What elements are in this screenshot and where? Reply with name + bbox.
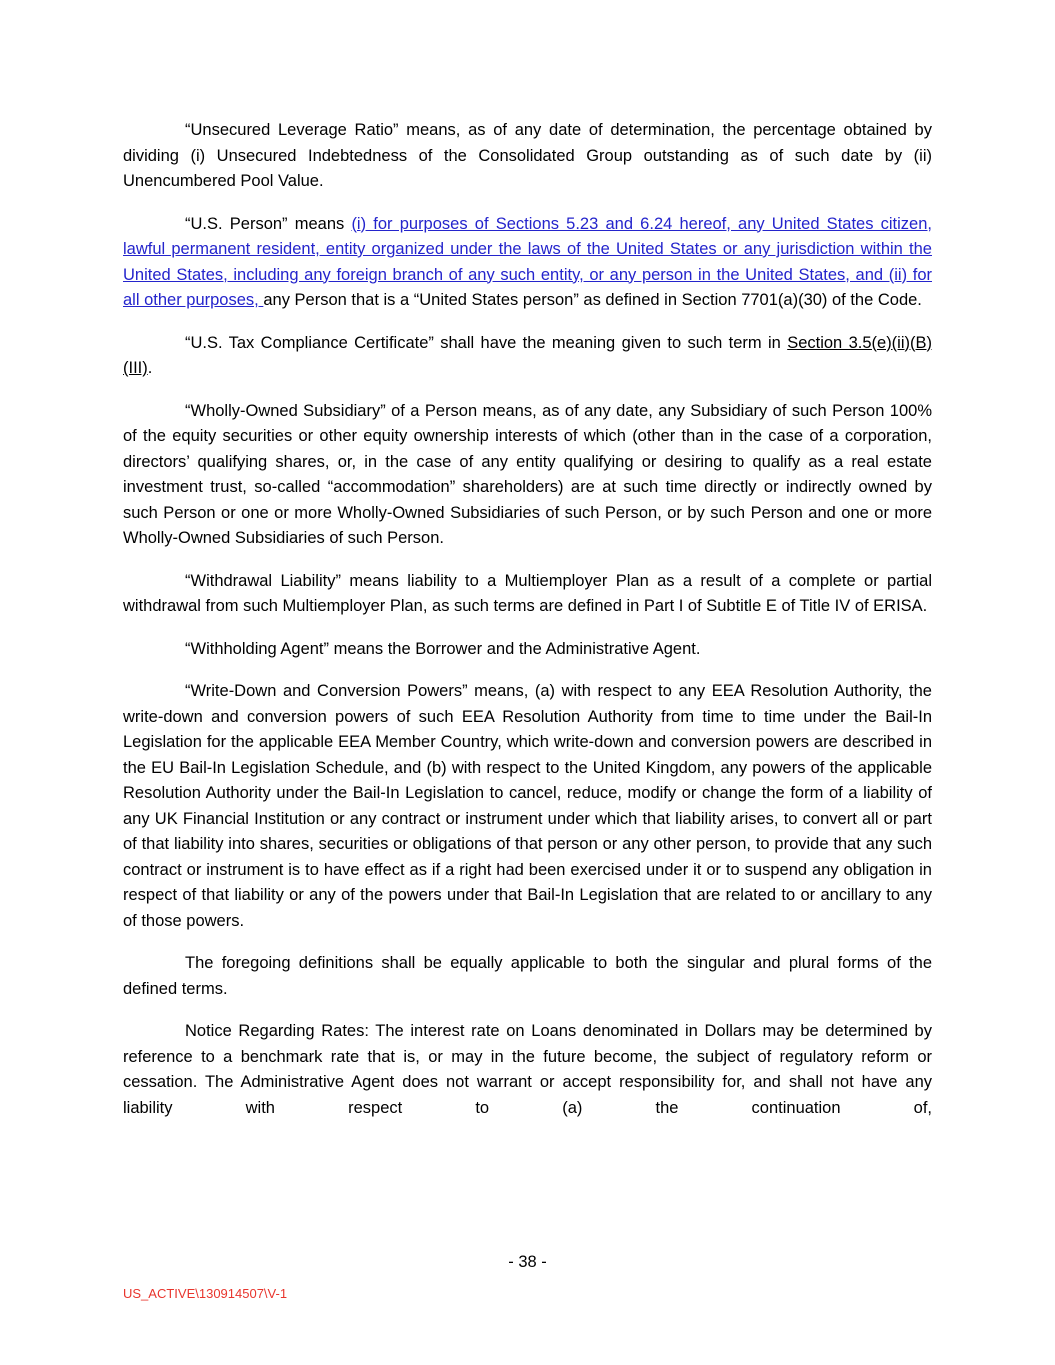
text-run: “Wholly-Owned Subsidiary” of a Person means, as of any date, any Subsidiary of such Person 100% of the equity securities or other equity ownership interests of which (other than in the case of a corporation, directors’ qualifying shares, or, in the case of any entity qualifying or desiring to qualify as a real estate investment trust, so-called “accommodation” shareholders) are at such time directly or indirectly owned by such Person or one or more Wholly-Owned Subsidiaries of such Person, or by such Person and one or more Wholly-Owned Subsidiaries of such Person.	[123, 401, 932, 547]
underlined-reference: Section 3.5(e)(ii)(B)(III)	[123, 333, 933, 377]
definition-write-down-and-conversion-powers	[123, 679, 932, 934]
text-run: “Unsecured Leverage Ratio” means, as of any date of determination, the percentage obtained by dividing (i) Unsecured Indebtedness of the Consolidated Group outstanding as of such date by (ii) Unencumbered Pool Value.	[123, 121, 932, 190]
text-run: “Write-Down and Conversion Powers” means, (a) with respect to any EEA Resolution Authority, the write-down and conversion powers of such EEA Resolution Authority from time to time under the Bail-In Legislation for the applicable EEA Member Country, which write-down and conversion powers are described in the EU Bail-In Legislation Schedule, and (b) with respect to the United Kingdom, any powers of the applicable Resolution Authority under the Bail-In Legislation to cancel, reduce, modify or change the form of a liability of any UK Financial Institution or any contract or instrument under which that liability arises, to convert all or part of that liability into shares, securities or obligations of that person or any other person, to provide that any such contract or instrument is to have effect as if a right had been exercised under it or to suspend any obligation in respect of that liability or any of the powers under that Bail-In Legislation that are related to or ancillary to any of those powers.	[123, 682, 932, 930]
text-run: “U.S. Tax Compliance Certificate” shall have the meaning given to such term in	[185, 333, 788, 352]
text-run: The foregoing definitions shall be equally applicable to both the singular and plural forms of the defined terms.	[123, 954, 932, 998]
text-run: “Withdrawal Liability” means liability to a Multiemployer Plan as a result of a complete or partial withdrawal from such Multiemployer Plan, as such terms are defined in Part I of Subtitle E of Title IV of ERISA.	[123, 571, 932, 615]
definition-unsecured-leverage-ratio	[123, 118, 932, 195]
inserted-text: (i) for purposes of Sections 5.23 and 6.24 hereof, any United States citizen, lawful permanent resident, entity organized under the laws of the United States or any jurisdiction within the United States, including any foreign branch of any such entity, or any person in the United States, and (ii) for all other purposes,	[123, 214, 932, 309]
document-id-footer: US_ACTIVE\130914507\V-1	[123, 1286, 288, 1301]
notice-regarding-rates	[123, 1019, 932, 1121]
text-run: any Person that is a “United States person” as defined in Section 7701(a)(30) of the Code.	[263, 291, 922, 309]
definition-us-person	[123, 212, 932, 314]
text-run: .	[147, 359, 153, 377]
page-number: - 38 -	[508, 1253, 547, 1271]
definition-wholly-owned-subsidiary	[123, 399, 932, 552]
text-run: “Withholding Agent” means the Borrower and the Administrative Agent.	[185, 639, 701, 658]
text-run: “U.S. Person” means	[185, 214, 352, 233]
definition-withholding-agent	[123, 637, 932, 663]
document-body	[123, 118, 932, 1121]
definition-withdrawal-liability	[123, 569, 932, 620]
foregoing-definitions-note	[123, 951, 932, 1002]
text-run: Notice Regarding Rates: The interest rate on Loans denominated in Dollars may be determined by reference to a benchmark rate that is, or may in the future become, the subject of regulatory reform or cessation. The Administrative Agent does not warrant or accept responsibility for, and shall not have any liability with respect to (a) the continuation of,	[123, 1022, 932, 1117]
definition-us-tax-compliance-certificate	[123, 331, 932, 382]
